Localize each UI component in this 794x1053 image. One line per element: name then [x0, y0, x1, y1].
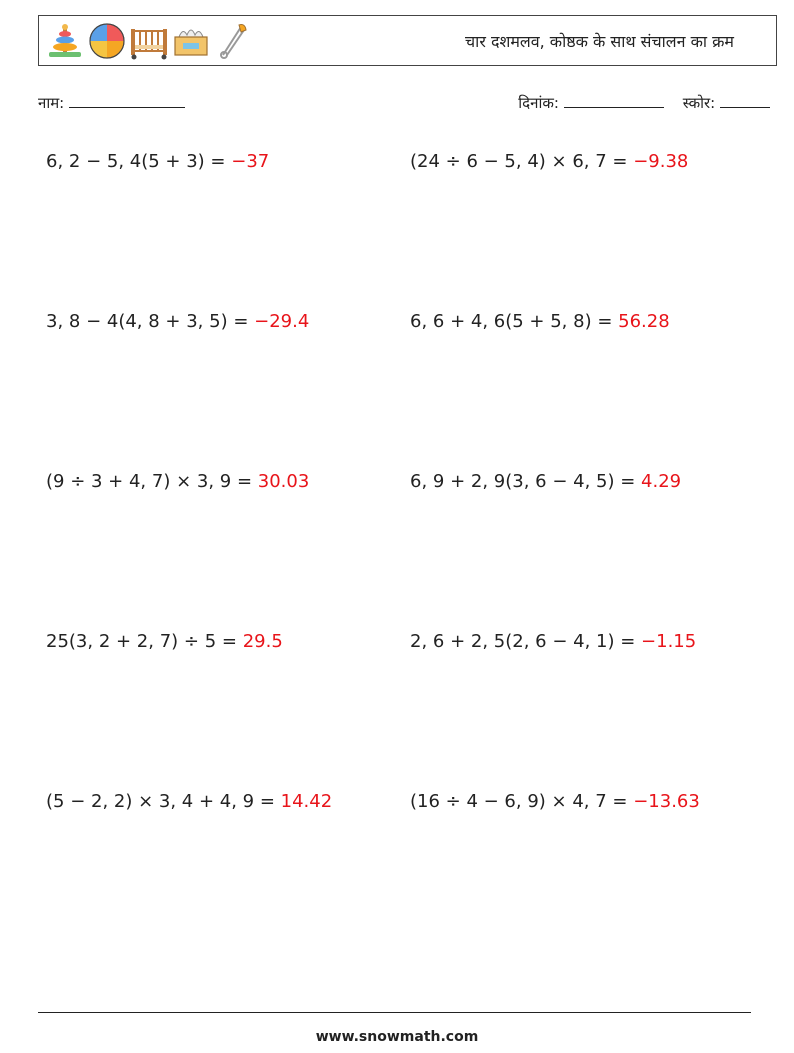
name-field[interactable]: [38, 93, 185, 113]
problem-expression: (9 ÷ 3 + 4, 7) × 3, 9 =: [46, 471, 253, 492]
problem-2: [410, 151, 688, 172]
date-blank-line[interactable]: [564, 93, 664, 108]
problem-8: [410, 631, 696, 652]
name-label: नाम:: [38, 94, 65, 112]
problem-expression: 25(3, 2 + 2, 7) ÷ 5 =: [46, 631, 237, 652]
safety-pin-icon: [213, 21, 253, 61]
problem-answer: −13.63: [633, 791, 700, 812]
problem-7: [46, 631, 283, 652]
worksheet-title: चार दशमलव, कोष्ठक के साथ संचालन का क्रम: [465, 32, 734, 51]
date-label: दिनांक:: [518, 94, 559, 112]
crib-icon: [129, 21, 169, 61]
beach-ball-icon: [87, 21, 127, 61]
problem-6: [410, 471, 681, 492]
problem-answer: 4.29: [641, 471, 682, 492]
stacking-rings-toy-icon: [45, 21, 85, 61]
problem-answer: 29.5: [242, 631, 283, 652]
problem-expression: 6, 9 + 2, 9(3, 6 − 4, 5) =: [410, 471, 636, 492]
name-blank-line[interactable]: [69, 93, 185, 108]
footer-divider: [38, 1012, 751, 1013]
problem-expression: (16 ÷ 4 − 6, 9) × 4, 7 =: [410, 791, 628, 812]
problem-10: [410, 791, 700, 812]
score-blank-line[interactable]: [720, 93, 770, 108]
problem-expression: 3, 8 − 4(4, 8 + 3, 5) =: [46, 311, 249, 332]
problem-expression: (24 ÷ 6 − 5, 4) × 6, 7 =: [410, 151, 628, 172]
problem-answer: −37: [231, 151, 270, 172]
problem-4: [410, 311, 670, 332]
date-score-fields: [518, 93, 770, 113]
worksheet-header: [38, 15, 777, 66]
problem-1: [46, 151, 269, 172]
problem-answer: 56.28: [618, 311, 670, 332]
score-label: स्कोर:: [682, 94, 716, 112]
problem-answer: −29.4: [254, 311, 310, 332]
problem-5: [46, 471, 309, 492]
problem-answer: −1.15: [641, 631, 697, 652]
problem-expression: 2, 6 + 2, 5(2, 6 − 4, 1) =: [410, 631, 636, 652]
header-icons: [45, 21, 253, 61]
problem-expression: (5 − 2, 2) × 3, 4 + 4, 9 =: [46, 791, 275, 812]
problem-answer: −9.38: [633, 151, 689, 172]
problem-answer: 30.03: [257, 471, 310, 492]
footer-website[interactable]: www.snowmath.com: [315, 1029, 479, 1045]
problem-expression: 6, 6 + 4, 6(5 + 5, 8) =: [410, 311, 613, 332]
problem-answer: 14.42: [280, 791, 333, 812]
problem-expression: 6, 2 − 5, 4(5 + 3) =: [46, 151, 226, 172]
tissue-box-icon: [171, 21, 211, 61]
problem-9: [46, 791, 332, 812]
problem-3: [46, 311, 309, 332]
